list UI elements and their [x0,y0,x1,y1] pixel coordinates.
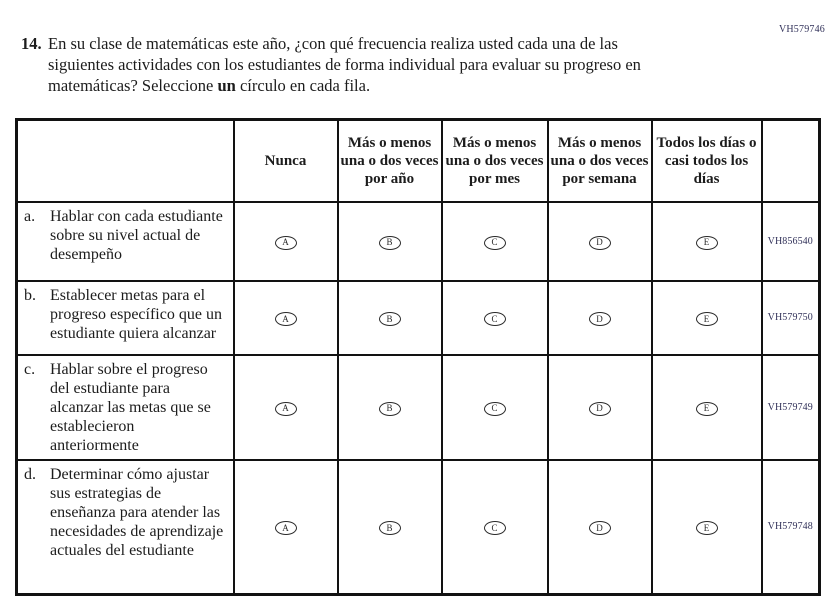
question-emphasis-word: un [217,76,236,95]
answer-bubble-a-option-a[interactable] [275,236,297,250]
row-label-cell [17,202,234,281]
answer-bubble-b-option-d[interactable] [589,312,611,326]
answer-bubble-b-option-c[interactable] [484,312,506,326]
row-item-code: VH579750 [762,281,820,355]
header-nunca: Nunca [234,120,338,202]
answer-bubble-a-option-c[interactable] [484,236,506,250]
answer-cell-b-mes [442,281,548,355]
answer-cell-d-mes [442,460,548,595]
table-row-c [17,355,820,460]
answer-bubble-b-option-e[interactable] [696,312,718,326]
bubble-letter: A [282,522,289,533]
frequency-table [15,118,821,596]
answer-bubble-b-option-a[interactable] [275,312,297,326]
answer-bubble-c-option-d[interactable] [589,402,611,416]
row-item-code: VH856540 [762,202,820,281]
question-text-before: En su clase de matemáticas este año, ¿con qué frecuencia realiza usted cada una de las siguientes actividades con los estudiantes de forma individual para evaluar su progreso en matemáticas? Seleccione [48,34,641,95]
page-accession-code: VH579746 [778,24,825,35]
row-letter: b. [24,286,36,304]
bubble-letter: C [491,313,498,324]
answer-bubble-d-option-d[interactable] [589,521,611,535]
table-header-row [17,120,820,202]
bubble-letter: A [282,313,289,324]
answer-cell-c-nunca [234,355,338,460]
answer-bubble-d-option-b[interactable] [379,521,401,535]
answer-bubble-c-option-b[interactable] [379,402,401,416]
header-code [762,120,820,202]
answer-bubble-d-option-c[interactable] [484,521,506,535]
bubble-letter: E [703,403,710,413]
answer-bubble-c-option-e[interactable] [696,402,718,416]
bubble-letter: D [596,237,603,247]
header-activity [17,120,234,202]
bubble-letter: C [491,522,498,533]
header-todos-los-dias: Todos los días o casi todos los días [652,120,762,202]
row-letter: c. [24,360,36,378]
table-row-d [17,460,820,595]
bubble-letter: B [386,237,393,247]
question-text [48,33,648,96]
answer-cell-b-nunca [234,281,338,355]
answer-cell-c-mes [442,355,548,460]
answer-bubble-b-option-b[interactable] [379,312,401,326]
bubble-letter: B [386,522,393,533]
answer-bubble-c-option-c[interactable] [484,402,506,416]
bubble-letter: D [596,522,603,533]
question-number: 14. [21,34,42,53]
answer-cell-a-ano [338,202,442,281]
row-label-cell [17,281,234,355]
row-label-cell [17,460,234,595]
row-item-code: VH579748 [762,460,820,595]
answer-cell-c-semana [548,355,652,460]
bubble-letter: C [491,237,498,247]
row-label-text: Hablar con cada estudiante sobre su nivel actual de desempeño [50,207,223,263]
bubble-letter: E [703,313,710,324]
bubble-letter: D [596,313,603,324]
answer-cell-c-todos [652,355,762,460]
question-text-after: círculo en cada fila. [235,76,371,95]
answer-cell-d-todos [652,460,762,595]
bubble-letter: E [703,522,710,533]
answer-bubble-d-option-a[interactable] [275,521,297,535]
row-letter: a. [24,207,36,225]
answer-cell-a-mes [442,202,548,281]
answer-cell-d-nunca [234,460,338,595]
bubble-letter: A [282,237,289,247]
answer-cell-d-semana [548,460,652,595]
answer-cell-b-ano [338,281,442,355]
row-label-text: Hablar sobre el progreso del estudiante para alcanzar las metas que se establecieron anteriormente [50,360,211,454]
table-row-b [17,281,820,355]
row-item-code: VH579749 [762,355,820,460]
bubble-letter: E [703,237,710,247]
row-label-text: Determinar cómo ajustar sus estrategias de enseñanza para atender las necesidades de aprendizaje actuales del estudiante [50,465,224,559]
answer-cell-b-todos [652,281,762,355]
header-veces-por-mes: Más o menos una o dos veces por mes [442,120,548,202]
row-letter: d. [24,465,36,483]
answer-bubble-a-option-d[interactable] [589,236,611,250]
answer-bubble-a-option-b[interactable] [379,236,401,250]
bubble-letter: B [386,403,393,413]
row-label-cell [17,355,234,460]
question-block [21,33,681,96]
bubble-letter: B [386,313,393,324]
answer-cell-a-nunca [234,202,338,281]
answer-bubble-a-option-e[interactable] [696,236,718,250]
answer-bubble-c-option-a[interactable] [275,402,297,416]
answer-cell-c-ano [338,355,442,460]
bubble-letter: D [596,403,603,413]
answer-bubble-d-option-e[interactable] [696,521,718,535]
answer-cell-a-todos [652,202,762,281]
header-veces-por-semana: Más o menos una o dos veces por semana [548,120,652,202]
table-row-a [17,202,820,281]
bubble-letter: A [282,403,289,413]
row-label-text: Establecer metas para el progreso específico que un estudiante quiera alcanzar [50,286,222,342]
answer-cell-b-semana [548,281,652,355]
answer-cell-a-semana [548,202,652,281]
bubble-letter: C [491,403,498,413]
header-veces-por-ano: Más o menos una o dos veces por año [338,120,442,202]
answer-cell-d-ano [338,460,442,595]
